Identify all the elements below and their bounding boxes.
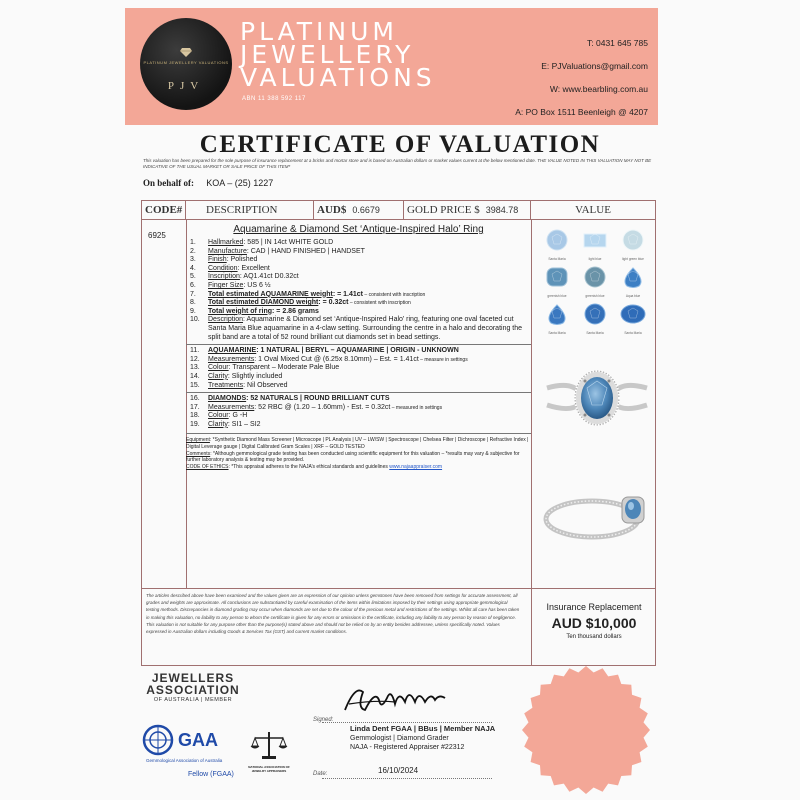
gem-swatch bbox=[539, 303, 575, 335]
gem-swatch bbox=[577, 303, 613, 335]
gem-icon bbox=[581, 303, 609, 325]
phone-text: T: 0431 645 785 bbox=[587, 38, 648, 48]
disclaimer-text: This valuation has been prepared for the sole purpose of insurance replacement at a bricks and mortar store and is based on Australian dollars or market values current at the below mentioned date. THE VALUE NOTED IN THIS VALUATION MAY NOT BE INDICATIVE OF THE USUAL MARKET OR SALE PRICE OF THIS ITEM* bbox=[143, 158, 652, 169]
gem-label: greenish blue bbox=[547, 294, 567, 298]
naja-logo bbox=[245, 730, 293, 773]
list-item: 9. Total weight of ring: = 2.86 grams bbox=[190, 307, 319, 315]
gem-icon bbox=[619, 303, 647, 325]
description-header: DESCRIPTION bbox=[186, 201, 314, 220]
page-title: CERTIFICATE OF VALUATION bbox=[199, 131, 601, 158]
ring-title: Aquamarine & Diamond Set ‘Antique-Inspired Halo’ Ring bbox=[233, 224, 484, 235]
aud-rate-value: 0.6679 bbox=[352, 205, 380, 215]
insurance-label: Insurance Replacement bbox=[546, 602, 642, 612]
list-item: 2. Manufacture: CAD | HAND FINISHED | HANDSET bbox=[190, 247, 365, 255]
scales-icon bbox=[249, 730, 289, 760]
email-text: E: PJValuations@gmail.com bbox=[541, 61, 648, 71]
list-item: 19. Clarity: SI1 – SI2 bbox=[190, 420, 261, 428]
list-item: 10. Description: Aquamarine & Diamond set ‘Antique-Inspired Halo’ ring, featuring one oval faceted cut Santa Maria Blue aquamarine in a 4-claw setting. Surrounding the centre in a halo and decorating the split band are a total of 52 round brilliant cut diamonds set in bead settings. bbox=[190, 316, 523, 341]
list-item: 7. Total estimated AQUAMARINE weight: = 1.41ct – consistent with inscription bbox=[190, 290, 426, 298]
naja-link[interactable]: www.najaappraiser.com bbox=[389, 463, 443, 470]
list-item: 8. Total estimated DIAMOND weight: = 0.32ct – consistent with inscription bbox=[190, 299, 411, 307]
gold-price-value: 3984.78 bbox=[485, 205, 519, 215]
list-item: 18. Colour: G -H bbox=[190, 412, 248, 420]
header-banner bbox=[125, 8, 658, 125]
on-behalf-of bbox=[143, 178, 273, 188]
list-item: 11. AQUAMARINE: 1 NATURAL | BERYL – AQUAMARINE | ORIGIN - UNKNOWN bbox=[190, 347, 459, 355]
ja-line: ASSOCIATION bbox=[146, 683, 240, 697]
item-list bbox=[186, 239, 531, 316]
gem-label: Santa Maria bbox=[548, 331, 566, 335]
ja-line: JEWELLERS bbox=[151, 671, 235, 685]
aquamarine-group bbox=[186, 344, 531, 390]
list-item: 3. Finish: Polished bbox=[190, 256, 258, 264]
list-item: 6. Finger Size: US 6 ½ bbox=[190, 281, 271, 289]
gem-icon bbox=[581, 229, 609, 251]
gaa-logo-text: GAA bbox=[178, 730, 218, 750]
gem-icon bbox=[543, 266, 571, 288]
list-item: 12. Measurements: 1 Oval Mixed Cut @ (6.25x 8.10mm) – Est. = 1.41ct – measure in settings bbox=[190, 355, 468, 363]
date-line bbox=[322, 778, 492, 779]
list-item: 5. Inscription: AQ1.41ct D0.32ct bbox=[190, 273, 299, 281]
gem-icon bbox=[619, 266, 647, 288]
signer-details bbox=[350, 724, 495, 752]
diamond-group bbox=[186, 392, 531, 429]
logo-ring-text: PLATINUM JEWELLERY VALUATIONS bbox=[143, 60, 229, 65]
ring-front-image bbox=[542, 343, 652, 453]
pjv-logo bbox=[140, 18, 232, 110]
signer-name: Linda Dent FGAA | BBus | Member NAJA bbox=[350, 724, 496, 733]
jewellers-association-logo bbox=[143, 672, 243, 704]
website-text: W: www.bearbling.com.au bbox=[549, 84, 648, 94]
naja-text: NATIONAL ASSOCIATION OF JEWELRY APPRAISERS bbox=[248, 765, 290, 773]
gem-label: Aqua blue bbox=[625, 294, 641, 298]
code-header: CODE# bbox=[142, 201, 186, 220]
fine-print: The articles described above have been examined and the values given are an expression of our opinion unless gemstones have been removed from settings for accurate assessment, all grades and weights are approximate. All conclusions are substantiated by careful examination of the items within limitations imposed by their settings using appropriate gemmological testing methods. Discrepancies in diamond grading may occur when diamonds are set due to the colour of the precious metal and restrictions of the settings. Whilst all care has been taken in making this valuation, no liability to any person to whom the certificate is given for any errors or omissions in the certificate, including any liability to any person by reason of negligence. This valuation is not suitable for any purpose other than the purpose(s) stated above and should not be relied on by an entity besides addressee, unless specifically noted. Values expressed in Australian dollars including Goods & Services Tax (GST) and current market conditions. bbox=[146, 593, 520, 635]
gem-swatch bbox=[615, 266, 651, 298]
behalf-label: On behalf of: bbox=[143, 178, 195, 188]
gem-swatch bbox=[539, 266, 575, 298]
column-divider bbox=[531, 220, 532, 588]
terms-box bbox=[141, 588, 656, 666]
description-area bbox=[186, 223, 531, 470]
abn-number: ABN 11 388 592 117 bbox=[242, 96, 306, 102]
brand-line: VALUATIONS bbox=[240, 63, 436, 92]
gem-icon bbox=[543, 303, 571, 325]
gem-label: Santa Maria bbox=[586, 331, 604, 335]
signer-registration: NAJA - Registered Appraiser #22312 bbox=[350, 744, 465, 751]
list-item: 17. Measurements: 52 RBC @ (1.20 – 1.60mm) - Est. = 0.32ct – measured in settings bbox=[190, 403, 443, 411]
value-header: VALUE bbox=[531, 201, 655, 220]
gold-price-header: GOLD PRICE $ 3984.78 bbox=[404, 201, 531, 220]
insurance-amount-words: Ten thousand dollars bbox=[566, 634, 622, 640]
signature-line bbox=[322, 722, 492, 723]
list-item: 13. Colour: Transparent – Moderate Pale Blue bbox=[190, 364, 340, 372]
gem-label: greenish blue bbox=[585, 294, 605, 298]
list-item: 14. Clarity: Slightly included bbox=[190, 372, 283, 380]
list-item: 16. DIAMONDS: 52 NATURALS | ROUND BRILLIANT CUTS bbox=[190, 395, 390, 403]
valuation-table bbox=[141, 200, 656, 589]
list-item: 4. Condition: Excellent bbox=[190, 264, 270, 272]
list-item: 1. Hallmarked: 585 | IN 14ct WHITE GOLD bbox=[190, 239, 334, 246]
ring-side-image bbox=[542, 479, 654, 551]
gem-swatch bbox=[615, 303, 651, 335]
gem-swatch bbox=[577, 266, 613, 298]
diamond-icon bbox=[180, 48, 192, 57]
item-code: 6925 bbox=[148, 231, 166, 240]
aud-rate-header: AUD$ 0.6679 bbox=[314, 201, 404, 220]
fellow-badge: Fellow (FGAA) bbox=[188, 771, 234, 778]
brand-line: PLATINUM bbox=[240, 17, 398, 46]
signer-role: Gemmologist | Diamond Grader bbox=[350, 735, 449, 742]
equipment-notes: Equipment: *Synthetic Diamond Mass Screener | Microscope | PL Analysis | UV – LW/SW | Spectroscope | Chelsea Filter | Dichroscope | Refractive Index | Digital Leverage gauge | Digital Calibrated Gram Scales | XRF – GOLD TESTED Comments: *Although gemmological grade testing has been conducted using scientific equipment for this valuation – *results may vary & subjective for further laboratory analysis & testing may be provided. CODE OF ETHICS: *This appraisal adheres to the NAJA’s ethical standards and guidelines www.najaappraiser.com bbox=[186, 433, 531, 470]
gem-swatch bbox=[539, 229, 575, 261]
brand-line: JEWELLERY bbox=[240, 40, 415, 69]
gem-label: Santa Maria bbox=[624, 331, 642, 335]
signature-image bbox=[335, 680, 475, 720]
gem-swatch bbox=[577, 229, 613, 261]
signed-label: Signed: bbox=[313, 717, 334, 723]
date-label: Date: bbox=[313, 771, 328, 777]
logo-monogram: PJV bbox=[167, 80, 205, 92]
valuation-date: 16/10/2024 bbox=[378, 766, 419, 775]
gem-icon bbox=[543, 229, 571, 251]
gem-icon bbox=[581, 266, 609, 288]
seal-stamp bbox=[520, 664, 652, 796]
gem-swatch bbox=[615, 229, 651, 261]
insurance-amount: AUD $10,000 bbox=[551, 615, 637, 631]
contact-block bbox=[515, 32, 648, 124]
gem-label: light green blue bbox=[622, 257, 644, 261]
insurance-box bbox=[531, 589, 656, 665]
gem-icon bbox=[619, 229, 647, 251]
behalf-value: KOA – (25) 1227 bbox=[206, 178, 274, 188]
gem-label: Santa Maria bbox=[548, 257, 566, 261]
ja-sub: OF AUSTRALIA | MEMBER bbox=[153, 697, 233, 703]
brand-name bbox=[240, 17, 436, 92]
gaa-subtitle: Gemmological Association of Australia bbox=[146, 758, 223, 763]
address-text: A: PO Box 1511 Beenleigh @ 4207 bbox=[515, 107, 648, 117]
gem-label: light blue bbox=[588, 257, 602, 261]
list-item: 15. Treatments: Nil Observed bbox=[190, 381, 288, 389]
